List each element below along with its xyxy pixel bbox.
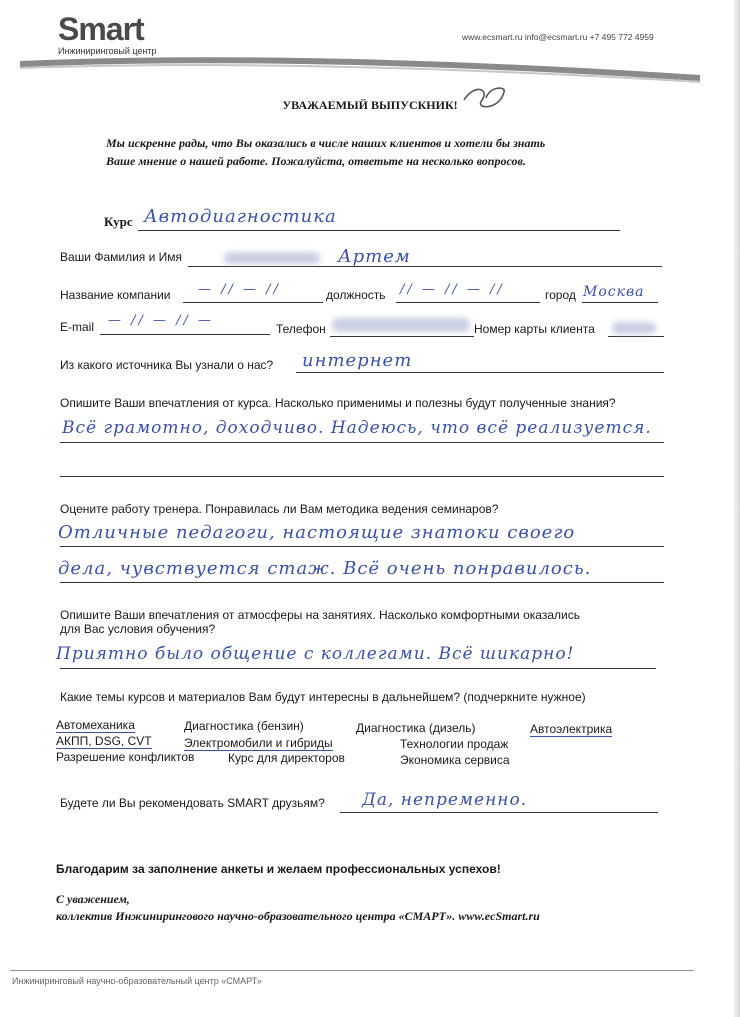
phone-label: Телефон	[276, 322, 326, 336]
logo-text: Smart	[58, 11, 144, 47]
question-3-line-1: Опишите Ваши впечатления от атмосферы на занятиях. Насколько комфортными оказались	[60, 608, 580, 622]
question-2: Оцените работу тренера. Понравилась ли Вам методика ведения семинаров?	[60, 502, 499, 516]
recommend-label: Будете ли Вы рекомендовать SMART друзьям?	[60, 796, 325, 810]
course-value[interactable]: Автодиагностика	[144, 206, 337, 227]
topic-diagnostics-diesel[interactable]: Диагностика (дизель)	[356, 721, 476, 735]
intro-text	[106, 134, 545, 170]
answer-2-line-2[interactable]: дела, чувствуется стаж. Всё очень понравилось.	[58, 558, 592, 579]
card-label: Номер карты клиента	[474, 322, 595, 336]
recommend-value[interactable]: Да, непременно.	[362, 790, 528, 810]
redacted-phone	[332, 318, 470, 332]
header-contacts: www.ecsmart.ru info@ecsmart.ru +7 495 772 4959	[462, 32, 654, 42]
closing-regards: С уважением,	[56, 892, 130, 906]
page-edge-shadow	[732, 0, 740, 1017]
page-title: УВАЖАЕМЫЙ ВЫПУСКНИК!	[282, 98, 458, 112]
footer-text: Инжиниринговый научно-образовательный центр «СМАРТ»	[12, 976, 262, 986]
answer-2-line-1[interactable]: Отличные педагоги, настоящие знатоки своего	[58, 522, 576, 543]
topic-directors-course[interactable]: Курс для директоров	[228, 751, 345, 765]
intro-line-1: Мы искренне рады, что Вы оказались в числе наших клиентов и хотели бы знать	[106, 136, 546, 150]
logo-subtitle: Инжиниринговый центр	[58, 46, 157, 56]
city-label: город	[545, 288, 576, 302]
topics-question: Какие темы курсов и материалов Вам будут интересны в дальнейшем? (подчеркните нужное)	[60, 690, 586, 704]
question-1: Опишите Ваши впечатления от курса. Насколько применимы и полезны будут полученные знания?	[60, 396, 616, 410]
topic-conflict-resolution[interactable]: Разрешение конфликтов	[56, 750, 195, 764]
intro-line-2: Ваше мнение о нашей работе. Пожалуйста, ответьте на несколько вопросов.	[106, 154, 526, 168]
answer-1-line-1[interactable]: Всё грамотно, доходчиво. Надеюсь, что всё реализуется.	[62, 418, 652, 438]
position-value[interactable]: // — // — //	[400, 282, 505, 297]
company-value[interactable]: — // — //	[198, 282, 281, 297]
topic-automechanics[interactable]: Автомеханика	[56, 718, 135, 732]
course-label: Курс	[104, 214, 133, 229]
redacted-surname	[224, 252, 320, 264]
name-value[interactable]: Артем	[338, 246, 411, 267]
position-label: должность	[326, 288, 386, 302]
topic-electric-vehicles[interactable]: Электромобили и гибриды	[184, 736, 333, 750]
city-value[interactable]: Москва	[583, 284, 645, 300]
closing-team: коллектив Инжинирингового научно-образовательного центра «СМАРТ». www.ecSmart.ru	[56, 909, 540, 923]
name-label: Ваши Фамилия и Имя	[60, 250, 183, 264]
email-value[interactable]: — // — // —	[108, 313, 215, 328]
source-value[interactable]: интернет	[302, 350, 413, 371]
source-label: Из какого источника Вы узнали о нас?	[60, 358, 274, 372]
answer-3-line-1[interactable]: Приятно было общение с коллегами. Всё шикарно!	[56, 644, 575, 664]
header-swoosh	[0, 50, 740, 90]
question-3-line-2: для Вас условия обучения?	[60, 622, 216, 636]
topic-sales-technology[interactable]: Технологии продаж	[400, 737, 509, 751]
ink-scribble-icon	[460, 82, 510, 112]
topic-service-economics[interactable]: Экономика сервиса	[400, 753, 510, 767]
topic-autoelectrics[interactable]: Автоэлектрика	[530, 722, 613, 736]
topic-diagnostics-petrol[interactable]: Диагностика (бензин)	[184, 719, 304, 733]
company-label: Название компании	[60, 288, 171, 302]
topic-transmissions[interactable]: АКПП, DSG, CVT	[56, 734, 152, 748]
email-label: E-mail	[60, 320, 95, 334]
closing-thanks: Благодарим за заполнение анкеты и желаем профессиональных успехов!	[56, 862, 501, 876]
redacted-card	[612, 322, 656, 334]
